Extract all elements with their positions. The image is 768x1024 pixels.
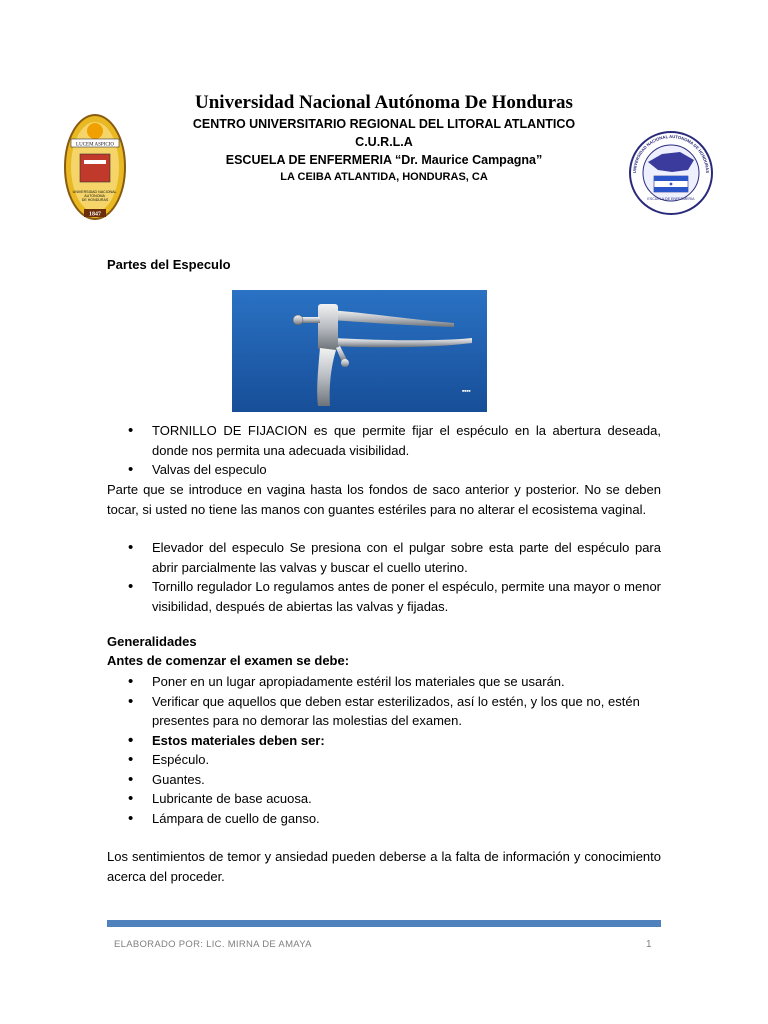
list-item: • Poner en un lugar apropiadamente estéril los materiales que se usarán.: [107, 672, 661, 692]
list-item: • Estos materiales deben ser:: [107, 731, 661, 751]
list-item: • Verificar que aquellos que deben estar esterilizados, así lo estén, y los que no, estén presentes para no demorar las molestias del examen.: [107, 692, 661, 731]
seal-year: 1847: [89, 211, 101, 218]
list-item: • Guantes.: [107, 770, 661, 790]
list-item: • Valvas del especulo: [107, 460, 661, 480]
list-item: • Espéculo.: [107, 750, 661, 770]
footer-divider: [107, 920, 661, 927]
list-item: • Lubricante de base acuosa.: [107, 789, 661, 809]
section-title-partes: Partes del Especulo: [107, 257, 231, 272]
school-name: ESCUELA DE ENFERMERIA “Dr. Maurice Campagna”: [225, 153, 543, 167]
footer-author: ELABORADO POR: LIC. MIRNA DE AMAYA: [114, 939, 312, 950]
university-seal-logo: [64, 114, 126, 220]
section-subtitle: Antes de comenzar el examen se debe:: [107, 653, 350, 668]
svg-text:■■■■: ■■■■: [462, 389, 471, 393]
parts-list-a: [107, 421, 661, 480]
section-title-generalidades: Generalidades: [107, 634, 197, 649]
sun-icon: [87, 123, 103, 139]
center-name: CENTRO UNIVERSITARIO REGIONAL DEL LITORAL ATLANTICO: [192, 117, 576, 131]
school-caption: ESCUELA DE ENFERMERIA: [647, 197, 695, 201]
book-icon: [80, 154, 110, 182]
list-item: • Elevador del especulo Se presiona con el pulgar sobre esta parte del espéculo para abrir parcialmente las valvas y buscar el cuello uterino.: [107, 538, 661, 577]
nursing-school-logo: [628, 130, 714, 216]
speculum-photo: [232, 290, 487, 412]
parts-list-b: [107, 538, 661, 616]
seal-ring-text: UNIVERSIDAD NACIONAL AUTONOMA DE HONDURAS: [631, 133, 711, 174]
school-location: LA CEIBA ATLANTIDA, HONDURAS, CA: [280, 171, 488, 183]
valvas-paragraph: Parte que se introduce en vagina hasta los fondos de saco anterior y posterior. No se deben tocar, si usted no tiene las manos con guantes estériles para no alterar el ecosistema vaginal.: [107, 482, 661, 517]
center-acronym: C.U.R.L.A: [355, 135, 413, 149]
university-title: Universidad Nacional Autónoma De Honduras: [195, 92, 573, 113]
list-item: • TORNILLO DE FIJACION es que permite fijar el espéculo en la abertura deseada, donde nos permita una adecuada visibilidad.: [107, 421, 661, 460]
generalidades-list: [107, 672, 661, 828]
page-number: 1: [646, 939, 652, 950]
list-item: • Tornillo regulador Lo regulamos antes de poner el espéculo, permite una mayor o menor visibilidad, después de abiertas las valvas y fijadas.: [107, 577, 661, 616]
svg-text:UNIVERSIDAD NACIONAL AUTON: UNIVERSIDAD NACIONAL AUTONOMA DE HONDURAS: [72, 190, 117, 202]
seal-motto: LUCEM ASPICIO: [76, 142, 114, 148]
closing-paragraph: Los sentimientos de temor y ansiedad pueden deberse a la falta de información y conocimiento acerca del proceder.: [107, 849, 661, 884]
list-item: • Lámpara de cuello de ganso.: [107, 809, 661, 829]
